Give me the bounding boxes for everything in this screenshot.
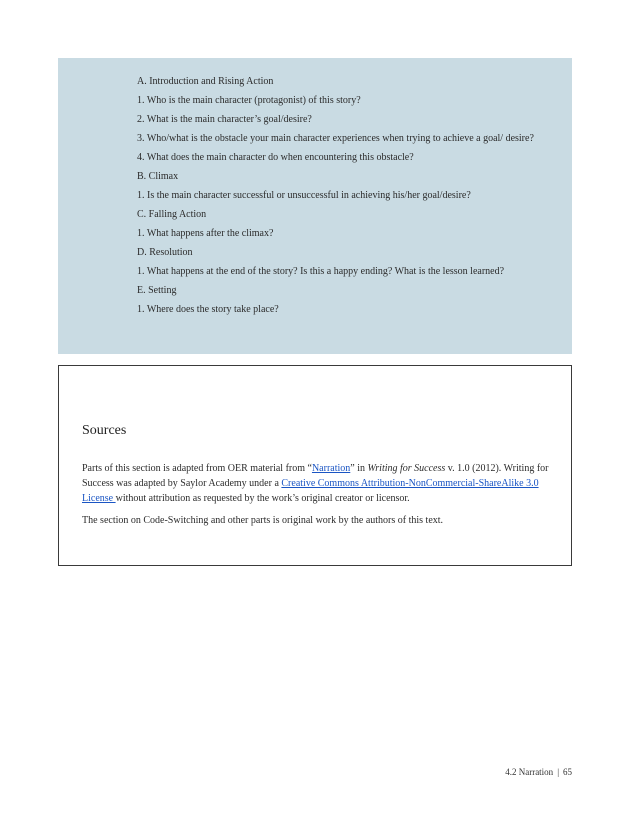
question-line: 1. Who is the main character (protagonist) of this story? <box>137 95 361 106</box>
attribution-text: without attribution as requested by the work’s original creator or licensor. <box>115 493 410 504</box>
question-line: C. Falling Action <box>137 209 207 220</box>
question-line: 1. Is the main character successful or unsuccessful in achieving his/her goal/desire? <box>137 190 471 201</box>
sources-heading: Sources <box>82 423 127 438</box>
attribution-text: ” in <box>350 463 368 474</box>
narration-link[interactable]: Narration <box>311 463 351 474</box>
page-number: 65 <box>563 767 572 777</box>
attribution-text: v. 1.0 (2012). Writing for Success was adapted by Saylor Academy under a <box>82 463 549 489</box>
narrative-questions-box <box>58 58 572 354</box>
question-line: D. Resolution <box>137 247 193 258</box>
sources-attribution <box>82 461 549 506</box>
question-line: 4. What does the main character do when encountering this obstacle? <box>137 152 414 163</box>
question-line: B. Climax <box>137 171 179 182</box>
question-line: A. Introduction and Rising Action <box>137 76 274 87</box>
question-line: 1. What happens after the climax? <box>137 228 274 239</box>
question-line: 2. What is the main character’s goal/desire? <box>137 114 312 125</box>
license-link[interactable]: Creative Commons Attribution-NonCommercial-ShareAlike 3.0 License <box>82 478 539 504</box>
footer-section-title: 4.2 Narration <box>505 767 554 777</box>
sources-original-work-note: The section on Code-Switching and other parts is original work by the authors of this text. <box>82 515 444 526</box>
page-footer <box>505 766 572 778</box>
attribution-text: Parts of this section is adapted from OER material from “ <box>82 463 312 474</box>
footer-separator: | <box>557 767 559 777</box>
book-title: Writing for Success <box>367 463 446 474</box>
sources-box <box>58 365 572 566</box>
question-line: 3. Who/what is the obstacle your main character experiences when trying to achieve a goal/ desire? <box>137 133 534 144</box>
question-line: 1. What happens at the end of the story? Is this a happy ending? What is the lesson learned? <box>137 266 505 277</box>
question-line: 1. Where does the story take place? <box>137 304 279 315</box>
question-line: E. Setting <box>137 285 177 296</box>
